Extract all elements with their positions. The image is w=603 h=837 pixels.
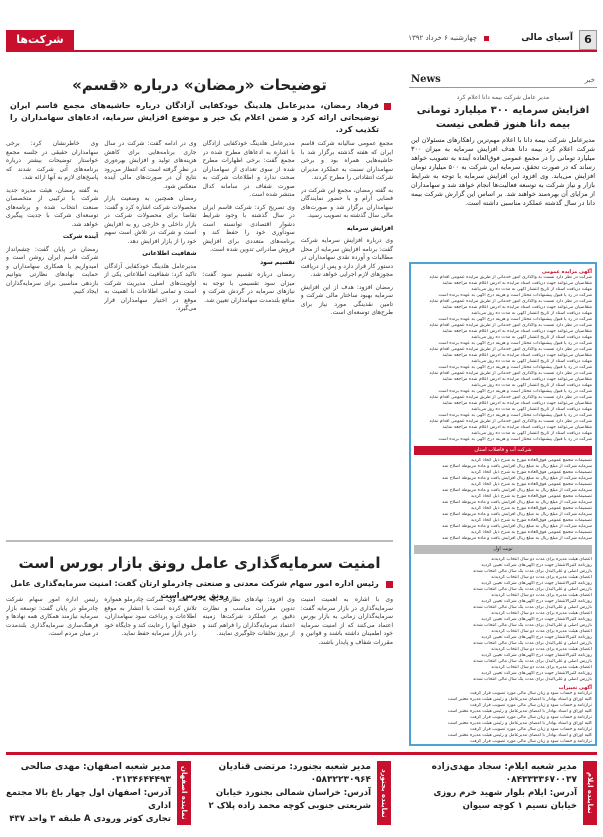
paragraph: رئیس اداره امور سهام شرکت چادرملو در پایان گفت: توسعه بازار سرمایه نیازمند همکاری همه نهادها و فرهنگ‌سازی سرمایه‌گذاری بلندمدت در میان مردم است. [6, 596, 99, 637]
page-header [6, 30, 597, 52]
paragraph: وی با اشاره به اهمیت امنیت سرمایه‌گذاری در بازار سرمایه گفت: سرمایه‌گذاران زمانی به بازار بورس اعتماد می‌کنند که از امنیت سرمایه خود اطمینان داشته باشند و قوانین و مقررات شفاف و پایدار باشند. [300, 596, 393, 646]
branch-phone[interactable]: ۰۸۴۳۳۳۳۶۷۰۰۳۷ [505, 775, 577, 785]
ad-line: مهلت دریافت اسناد از تاریخ انتشار آگهی به مدت ده روز می‌باشد [471, 407, 592, 412]
branch-phone[interactable]: ۰۳۱۳۴۶۴۴۴۹۳ [110, 775, 171, 785]
ad-line: مهلت دریافت اسناد از تاریخ انتشار آگهی به مدت ده روز می‌باشد [471, 287, 592, 292]
branch-bojnourd [196, 761, 371, 813]
page-number: 6 [579, 30, 597, 50]
news-bar [409, 74, 597, 88]
square-bullet-icon [484, 36, 489, 41]
ad-line: مهلت دریافت اسناد از تاریخ انتشار آگهی به مدت ده روز می‌باشد [471, 311, 592, 316]
paragraph: رمضان در پایان گفت: چشم‌انداز شرکت قاسم ایران روشن است و امیدواریم با همکاری سهامداران و حمایت نهادهای نظارتی بتوانیم بازدهی مناسبی برای سرمایه‌گذاران ایجاد کنیم. [6, 245, 99, 295]
classified-ads [409, 262, 597, 746]
ad-line: سرمایه شرکت از مبلغ ریال به مبلغ ریال افزایش یافت و ماده مربوطه اصلاح شد [442, 464, 592, 469]
ad-line: سرمایه شرکت از مبلغ ریال به مبلغ ریال افزایش یافت و ماده مربوطه اصلاح شد [442, 524, 592, 529]
ad-line: متقاضیان می‌توانند جهت دریافت اسناد مزایده به آدرس اعلام شده مراجعه نمایند [442, 377, 592, 382]
footer-branches [6, 752, 597, 828]
ad-line: مهلت دریافت اسناد از تاریخ انتشار آگهی به مدت ده روز می‌باشد [471, 335, 592, 340]
publication-title: آسیای مالی [521, 33, 573, 43]
ad-line: تصمیمات مجمع عمومی فوق‌العاده مورخ به شرح ذیل اتخاذ گردید [470, 518, 592, 523]
ad-line: شرکت در رد یا قبول پیشنهادات مختار است و هزینه درج آگهی به عهده برنده است [438, 437, 592, 442]
ad-line: اعضای هیئت مدیره برای مدت دو سال انتخاب گردیدند [491, 665, 592, 670]
ad-line: شرکت در نظر دارد نسبت به واگذاری امور خدماتی از طریق مزایده عمومی اقدام نماید [429, 347, 592, 352]
ad-line: تصمیمات مجمع عمومی فوق‌العاده مورخ به شرح ذیل اتخاذ گردید [470, 458, 592, 463]
ad-line: اعضای هیئت مدیره برای مدت دو سال انتخاب گردیدند [491, 611, 592, 616]
paragraph: وی خاطرنشان کرد: برخی سهامداران حقیقی در جلسه مجمع خواستار توضیحات بیشتر درباره برنامه‌های آتی شرکت شدند که پاسخ‌های لازم به آنها ارائه شد. [6, 140, 99, 181]
branch-manager: مدیر شعبه ایلام: سجاد مهدی‌زاده [431, 762, 577, 772]
second-lead: رئیس اداره امور سهام شرکت معدنی و صنعتی چادرملو ارتان گفت: امنیت سرمایه‌گذاری عامل رونق بورس است [10, 579, 379, 600]
ad-line: ترازنامه و حساب سود و زیان سال مالی مورد تصویب قرار گرفت [470, 703, 592, 708]
paragraph: رمضان درباره تقسیم سود گفت: میزان سود تقسیمی با توجه به نیازهای سرمایه در گردش شرکت و منافع بلندمدت سهامداران تعیین شد. [202, 271, 295, 304]
paragraph: رمضان افزود: هدف از این افزایش سرمایه بهبود ساختار مالی شرکت و تامین نقدینگی مورد نیاز برای طرح‌های توسعه‌ای است. [300, 283, 393, 316]
branch-address: آدرس: اصفهان اول چهار باغ بالا مجتمع اداری [5, 788, 171, 811]
ad-line: شرکت در نظر دارد نسبت به واگذاری امور خدماتی از طریق مزایده عمومی اقدام نماید [429, 275, 592, 280]
ad-line: شرکت در رد یا قبول پیشنهادات مختار است و هزینه درج آگهی به عهده برنده است [438, 389, 592, 394]
ad-line: شرکت در رد یا قبول پیشنهادات مختار است و هزینه درج آگهی به عهده برنده است [438, 413, 592, 418]
ad-line: متقاضیان می‌توانند جهت دریافت اسناد مزایده به آدرس اعلام شده مراجعه نمایند [442, 353, 592, 358]
ad-line: بازرس اصلی و علی‌البدل برای مدت یک سال مالی انتخاب شدند [472, 641, 592, 646]
ad-line: تصمیمات مجمع عمومی فوق‌العاده مورخ به شرح ذیل اتخاذ گردید [470, 482, 592, 487]
news-kicker: مدیر عامل شرکت بیمه دانا اعلام کرد [456, 94, 550, 101]
article-column [203, 596, 295, 746]
ad-line: مهلت دریافت اسناد از تاریخ انتشار آگهی به مدت ده روز می‌باشد [471, 359, 592, 364]
paragraph: مدیرعامل هلدینگ خودکفایی آزادگان با اشاره به ادعاهای مطرح شده در مجمع گفت: برخی اظهارات مطرح شده از سوی تعدادی از سهامداران صحت ندارد و اطلاعات شرکت به صورت شفاف در سامانه کدال منتشر شده است. [202, 140, 295, 198]
ad-line: کلیه اوراق و اسناد بهادار با امضای مدیرعامل و رئیس هیئت مدیره معتبر است [447, 697, 592, 702]
ad-line: بازرس اصلی و علی‌البدل برای مدت یک سال مالی انتخاب شدند [472, 587, 592, 592]
ad-line: شرکت در نظر دارد نسبت به واگذاری امور خدماتی از طریق مزایده عمومی اقدام نماید [429, 395, 592, 400]
ad-text [414, 691, 592, 746]
ad-line: ترازنامه و حساب سود و زیان سال مالی مورد تصویب قرار گرفت [470, 691, 592, 696]
branch-tab-bojnourd: نماینده بجنورد [377, 761, 391, 825]
section-tab[interactable]: شرکت‌ها [6, 30, 74, 50]
ad-line: شرکت در نظر دارد نسبت به واگذاری امور خدماتی از طریق مزایده عمومی اقدام نماید [429, 419, 592, 424]
paragraph: مجمع عمومی سالیانه شرکت قاسم ایران که هفته گذشته برگزار شد با حاشیه‌هایی همراه بود و برخی سهامداران نسبت به عملکرد مدیران شرکت انتقاداتی را مطرح کردند. [300, 140, 393, 181]
ad-line: تصمیمات مجمع عمومی فوق‌العاده مورخ به شرح ذیل اتخاذ گردید [470, 506, 592, 511]
branch-address: آدرس: خراسان شمالی بجنورد خیابان [215, 788, 371, 798]
ad-line: تصمیمات مجمع عمومی فوق‌العاده مورخ به شرح ذیل اتخاذ گردید [470, 470, 592, 475]
main-headline[interactable]: توضیحات «رمضان» درباره «قسم» [72, 76, 327, 94]
paragraph: وی درباره افزایش سرمایه شرکت گفت: برنامه افزایش سرمایه از محل مطالبات و آورده نقدی سهامداران در دستور کار قرار دارد و پس از دریافت مجوزهای لازم اجرایی خواهد شد. [300, 237, 393, 278]
ad-line: اعضای هیئت مدیره برای مدت دو سال انتخاب گردیدند [491, 575, 592, 580]
subheading: تقسیم سود [260, 258, 295, 266]
ad-line: بازرس اصلی و علی‌البدل برای مدت یک سال مالی انتخاب شدند [472, 605, 592, 610]
article-column [301, 596, 393, 746]
ad-line: کلیه اوراق و اسناد بهادار با امضای مدیرعامل و رئیس هیئت مدیره معتبر است [447, 733, 592, 738]
main-lead-text: فرهاد رمضان، مدیرعامل هلدینگ خودکفایی آزادگان درباره حاشیه‌های مجمع قاسم ایران توضیحاتی ارائه کرد و ضمن اعلام یک خبر و موضوع افزایش سرمایه، ادعاهای سهامداران را تکذیب کرد. [10, 101, 379, 134]
section-divider [6, 540, 393, 542]
branch-manager: مدیر شعبه بجنورد: مرتضی قنادیان [218, 762, 371, 772]
ad-line: شرکت در رد یا قبول پیشنهادات مختار است و هزینه درج آگهی به عهده برنده است [438, 365, 592, 370]
ad-line: اعضای هیئت مدیره برای مدت دو سال انتخاب گردیدند [491, 647, 592, 652]
second-headline[interactable]: امنیت سرمایه‌گذاری عامل رونق بازار بورس است [18, 554, 381, 572]
branch-manager: مدیر شعبه اصفهان: مهدی صالحی [20, 762, 171, 772]
ad-title: آگهی مزایده عمومی [541, 269, 592, 275]
ad-band: نوبت اول [414, 545, 592, 554]
branch-isfahan [6, 761, 171, 826]
article-column [104, 140, 196, 535]
branch-address: تجاری کوثر ورودی A طبقه ۳ واحد ۴۳۷ [9, 814, 171, 824]
branch-tab-isfahan: نماینده اصفهان [177, 761, 191, 825]
news-label: News [411, 74, 441, 85]
ad-line: روزنامه کثیرالانتشار جهت درج آگهی‌های شرکت تعیین گردید [481, 581, 592, 586]
paragraph: وی در ادامه گفت: شرکت در سال جاری برنامه‌هایی برای کاهش هزینه‌های تولید و افزایش بهره‌وری در نظر گرفته است که انتظار می‌رود نتایج آن در صورت‌های مالی آینده منعکس شود. [104, 140, 197, 190]
ad-line: شرکت در رد یا قبول پیشنهادات مختار است و هزینه درج آگهی به عهده برنده است [438, 341, 592, 346]
ad-line: روزنامه کثیرالانتشار جهت درج آگهی‌های شرکت تعیین گردید [481, 635, 592, 640]
paragraph: مدیرعامل هلدینگ خودکفایی آزادگان تاکید کرد: شفافیت اطلاعاتی یکی از اولویت‌های اصلی مدیریت شرکت است و تمامی اطلاعات با اهمیت به موقع در اختیار سهامداران قرار می‌گیرد. [104, 262, 197, 312]
subheading: شفافیت اطلاعاتی [142, 250, 197, 257]
ad-line: روزنامه کثیرالانتشار جهت درج آگهی‌های شرکت تعیین گردید [481, 617, 592, 622]
paragraph: وی افزود: نهادهای نظارتی باید با تدوین مقررات مناسب و نظارت دقیق بر عملکرد شرکت‌ها زمینه اعتماد سرمایه‌گذاران را فراهم کنند و از بروز تخلفات جلوگیری نمایند. [202, 596, 295, 637]
ad-line: سرمایه شرکت از مبلغ ریال به مبلغ ریال افزایش یافت و ماده مربوطه اصلاح شد [442, 476, 592, 481]
ad-line: کلیه اوراق و اسناد بهادار با امضای مدیرعامل و رئیس هیئت مدیره معتبر است [447, 721, 592, 726]
paragraph: به گفته رمضان، مجمع این شرکت در فضایی آرام و با حضور نمایندگان سهامداران برگزار شد و صورت‌های مالی سال گذشته به تصویب رسید. [300, 186, 393, 219]
ad-line: شرکت در نظر دارد نسبت به واگذاری امور خدماتی از طریق مزایده عمومی اقدام نماید [429, 299, 592, 304]
ad-line: بازرس اصلی و علی‌البدل برای مدت یک سال مالی انتخاب شدند [472, 623, 592, 628]
issue-date: چهارشنبه ۶ خرداد ۱۳۹۲ [408, 34, 477, 42]
ad-line: سرمایه شرکت از مبلغ ریال به مبلغ ریال افزایش یافت و ماده مربوطه اصلاح شد [442, 500, 592, 505]
ad-line: روزنامه کثیرالانتشار جهت درج آگهی‌های شرکت تعیین گردید [481, 653, 592, 658]
ad-line: روزنامه کثیرالانتشار جهت درج آگهی‌های شرکت تعیین گردید [481, 563, 592, 568]
article-column [6, 596, 98, 746]
square-bullet-icon [384, 103, 391, 110]
ad-line: شرکت در نظر دارد نسبت به واگذاری امور خدماتی از طریق مزایده عمومی اقدام نماید [429, 371, 592, 376]
ad-line: مهلت دریافت اسناد از تاریخ انتشار آگهی به مدت ده روز می‌باشد [471, 431, 592, 436]
paragraph: به گفته رمضان، هیئت مدیره جدید شرکت با ترکیبی از متخصصان صنعت انتخاب شده و برنامه‌های توسعه‌ای شرکت با جدیت پیگیری خواهد شد. [6, 186, 99, 228]
article-column [203, 140, 295, 535]
branch-ilam [397, 761, 577, 813]
news-headline[interactable]: افزایش سرمایه ۳۰۰ میلیارد تومانی بیمه دانا هنوز قطعی نیست [416, 105, 590, 130]
ad-line: تصمیمات مجمع عمومی فوق‌العاده مورخ به شرح ذیل اتخاذ گردید [470, 530, 592, 535]
ad-line: بازرس اصلی و علی‌البدل برای مدت یک سال مالی انتخاب شدند [472, 569, 592, 574]
ad-line: اعضای هیئت مدیره برای مدت دو سال انتخاب گردیدند [491, 557, 592, 562]
paragraph: وی تصریح کرد: شرکت قاسم ایران در سال گذشته با وجود شرایط دشوار اقتصادی توانسته است سودآوری خود را حفظ کند و برنامه‌های متعددی برای افزایش فروش صادراتی تدوین شده است. [202, 203, 295, 253]
ad-line: سرمایه شرکت از مبلغ ریال به مبلغ ریال افزایش یافت و ماده مربوطه اصلاح شد [442, 536, 592, 541]
main-lead [6, 100, 393, 136]
ad-line: متقاضیان می‌توانند جهت دریافت اسناد مزایده به آدرس اعلام شده مراجعه نمایند [442, 329, 592, 334]
ad-line [414, 745, 592, 746]
branch-address: خیابان نسیم ۱ کوچه سیوان [462, 801, 577, 811]
news-body: مدیرعامل شرکت بیمه دانا با اعلام مهم‌ترین راهکارهای مسئولان این شرکت اعلام کرد بیمه دانا هدف افزایش سرمایه به میزان ۳۰۰ میلیارد تومانی را در مجمع عمومی فوق‌العاده آینده به تصویب خواهد رساند که در صورت تحقق، سرمایه این شرکت به ۵۰۰ میلیارد تومان افزایش می‌یابد. وی افزود این افزایش سرمایه با توجه به شرایط بازار و نیاز شرکت به توسعه فعالیت‌ها انجام خواهد شد و سهامداران از مزایای آن بهره‌مند خواهند شد. بر اساس این گزارش شرکت بیمه دانا در سال گذشته عملکرد مناسبی داشته است. [411, 136, 595, 207]
ad-line: شرکت در رد یا قبول پیشنهادات مختار است و هزینه درج آگهی به عهده برنده است [438, 293, 592, 298]
ad-band: شرکت آب و فاضلاب استان [414, 446, 592, 455]
ad-line: ترازنامه و حساب سود و زیان سال مالی مورد تصویب قرار گرفت [470, 739, 592, 744]
ad-line: روزنامه کثیرالانتشار جهت درج آگهی‌های شرکت تعیین گردید [481, 599, 592, 604]
ad-line: روزنامه کثیرالانتشار جهت درج آگهی‌های شرکت تعیین گردید [481, 671, 592, 676]
ad-text [414, 557, 592, 683]
second-article-body [6, 596, 393, 746]
ad-line: بازرس اصلی و علی‌البدل برای مدت یک سال مالی انتخاب شدند [472, 659, 592, 664]
ad-line: ترازنامه و حساب سود و زیان سال مالی مورد تصویب قرار گرفت [470, 727, 592, 732]
ad-line: سرمایه شرکت از مبلغ ریال به مبلغ ریال افزایش یافت و ماده مربوطه اصلاح شد [442, 512, 592, 517]
ad-line: متقاضیان می‌توانند جهت دریافت اسناد مزایده به آدرس اعلام شده مراجعه نمایند [442, 401, 592, 406]
ad-line: اعضای هیئت مدیره برای مدت دو سال انتخاب گردیدند [491, 593, 592, 598]
subheading: افزایش سرمایه [346, 224, 393, 232]
news-box [409, 74, 597, 259]
main-article-body [6, 140, 393, 535]
article-column [104, 596, 196, 746]
ad-line: شرکت در نظر دارد نسبت به واگذاری امور خدماتی از طریق مزایده عمومی اقدام نماید [429, 323, 592, 328]
subheading: آینده شرکت [62, 233, 99, 240]
paragraph: به گفته وی، شرکت چادرملو همواره تلاش کرده است با انتشار به موقع اطلاعات و پرداخت سود سهامداران، حقوق آنها را رعایت کند و جایگاه خود را در بازار سرمایه حفظ نماید. [104, 596, 197, 637]
branch-address: آدرس: ایلام بلوار شهید خرم روزی [433, 788, 577, 798]
article-column [6, 140, 98, 535]
ad-line: متقاضیان می‌توانند جهت دریافت اسناد مزایده به آدرس اعلام شده مراجعه نمایند [442, 305, 592, 310]
ad-line: سرمایه شرکت از مبلغ ریال به مبلغ ریال افزایش یافت و ماده مربوطه اصلاح شد [442, 488, 592, 493]
paragraph: رمضان همچنین به وضعیت بازار محصولات شرکت اشاره کرد و گفت: تقاضا برای محصولات شرکت در بازار داخلی و خارجی رو به افزایش است و شرکت در تلاش است سهم خود را از بازار افزایش دهد. [104, 195, 197, 245]
ad-line: ترازنامه و حساب سود و زیان سال مالی مورد تصویب قرار گرفت [470, 715, 592, 720]
branch-address: شریعتی جنوبی کوچه محمد زاده پلاک ۲ [208, 801, 371, 811]
ad-title: آگهی تغییرات [558, 685, 592, 691]
ad-line: مهلت دریافت اسناد از تاریخ انتشار آگهی به مدت ده روز می‌باشد [471, 383, 592, 388]
news-tag: خبر [584, 76, 595, 84]
ad-text [414, 275, 592, 443]
ad-line: تصمیمات مجمع عمومی فوق‌العاده مورخ به شرح ذیل اتخاذ گردید [470, 494, 592, 499]
ad-line: اعضای هیئت مدیره برای مدت دو سال انتخاب گردیدند [491, 629, 592, 634]
branch-tab-ilam: نماینده ایلام [583, 761, 597, 825]
article-column [301, 140, 393, 535]
ad-text [414, 458, 592, 542]
ad-line: کلیه اوراق و اسناد بهادار با امضای مدیرعامل و رئیس هیئت مدیره معتبر است [447, 709, 592, 714]
ad-line: متقاضیان می‌توانند جهت دریافت اسناد مزایده به آدرس اعلام شده مراجعه نمایند [442, 425, 592, 430]
ad-line: بازرس اصلی و علی‌البدل برای مدت یک سال مالی انتخاب شدند [472, 677, 592, 682]
branch-phone[interactable]: ۰۵۸۳۲۲۳۰۹۶۴ [310, 775, 371, 785]
ad-line: متقاضیان می‌توانند جهت دریافت اسناد مزایده به آدرس اعلام شده مراجعه نمایند [442, 281, 592, 286]
ad-line: شرکت در رد یا قبول پیشنهادات مختار است و هزینه درج آگهی به عهده برنده است [438, 317, 592, 322]
